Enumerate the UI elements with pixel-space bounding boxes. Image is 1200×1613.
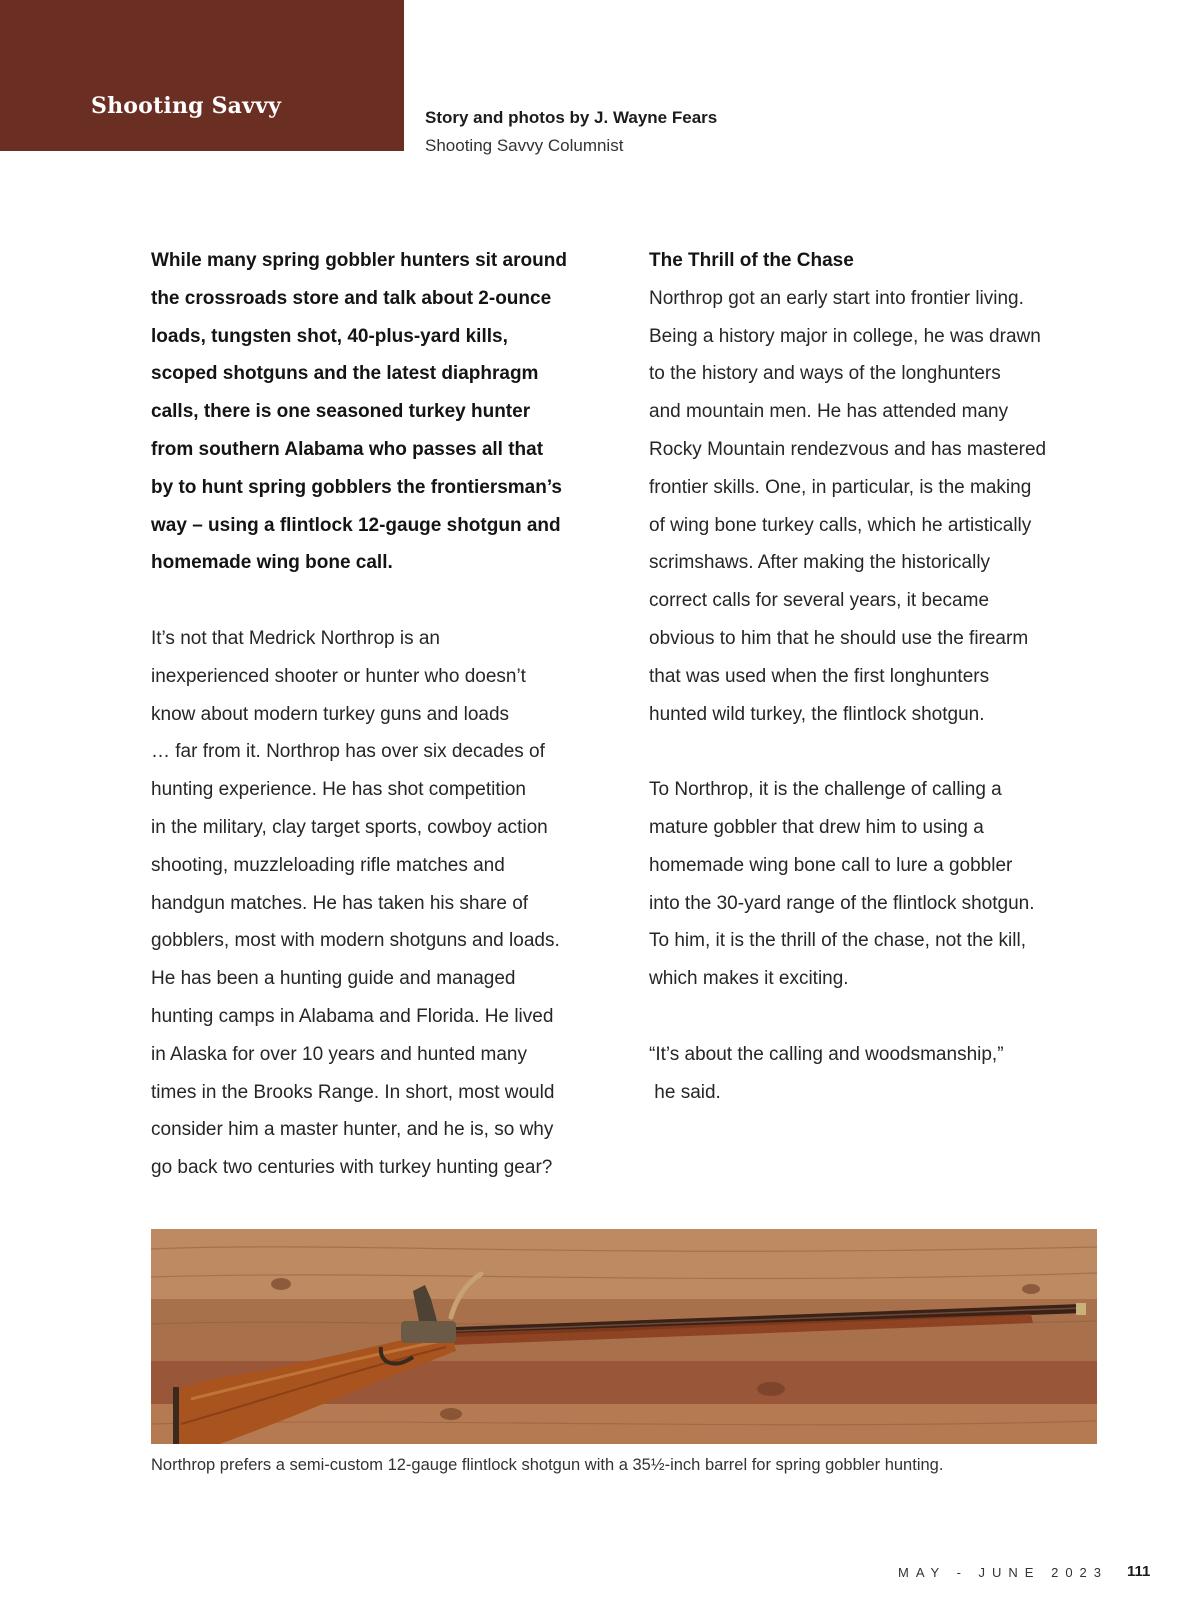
lede-line: While many spring gobbler hunters sit around	[151, 250, 567, 271]
quote-line: “It’s about the calling and woodsmanship,”	[649, 1043, 1004, 1065]
left-column	[151, 242, 609, 1187]
body-line: mature gobbler that drew him to using a	[649, 816, 984, 838]
body-line: … far from it. Northrop has over six decades of	[151, 741, 545, 763]
lede-line: homemade wing bone call.	[151, 552, 393, 574]
body-paragraph	[649, 280, 1099, 734]
body-line: inexperienced shooter or hunter who doesn’t	[151, 665, 526, 687]
body-line: shooting, muzzleloading rifle matches and	[151, 854, 505, 876]
paragraph-gap	[151, 582, 609, 620]
body-line: homemade wing bone call to lure a gobbler	[649, 854, 1013, 876]
issue-date: MAY - JUNE 2023	[898, 1565, 1109, 1580]
body-line: handgun matches. He has taken his share of	[151, 892, 529, 914]
body-line: gobblers, most with modern shotguns and loads.	[151, 930, 560, 952]
photo-caption: Northrop prefers a semi-custom 12-gauge flintlock shotgun with a 35½-inch barrel for spring gobbler hunting.	[151, 1456, 944, 1474]
body-line: hunting experience. He has shot competition	[151, 779, 526, 801]
body-line: Being a history major in college, he was drawn	[649, 325, 1041, 347]
body-line: into the 30-yard range of the flintlock shotgun.	[649, 892, 1035, 914]
butt-plate	[173, 1387, 179, 1444]
quote-line: he said.	[649, 1081, 721, 1103]
lock-plate	[401, 1321, 456, 1343]
body-line: He has been a hunting guide and managed	[151, 968, 516, 990]
paragraph-gap	[649, 998, 1099, 1036]
body-line: frontier skills. One, in particular, is the making	[649, 476, 1032, 498]
body-line: hunted wild turkey, the flintlock shotgun.	[649, 703, 985, 725]
body-line: to the history and ways of the longhunters	[649, 363, 1001, 385]
body-line: Rocky Mountain rendezvous and has mastered	[649, 438, 1047, 460]
body-line: correct calls for several years, it became	[649, 590, 990, 612]
lede-line: loads, tungsten shot, 40-plus-yard kills,	[151, 325, 508, 347]
right-column	[649, 242, 1099, 1111]
section-banner	[0, 0, 404, 151]
subhead: The Thrill of the Chase	[649, 250, 854, 271]
body-paragraph	[151, 620, 609, 1187]
body-line: To him, it is the thrill of the chase, not the kill,	[649, 930, 1027, 952]
body-line: in Alaska for over 10 years and hunted many	[151, 1043, 528, 1065]
plank	[151, 1229, 1097, 1299]
body-line: know about modern turkey guns and loads	[151, 703, 510, 725]
byline-author: Story and photos by J. Wayne Fears	[425, 108, 718, 127]
body-line: hunting camps in Alabama and Florida. He lived	[151, 1005, 554, 1027]
body-line: obvious to him that he should use the firearm	[649, 627, 1029, 649]
lede-line: the crossroads store and talk about 2-ounce	[151, 287, 552, 309]
body-line: in the military, clay target sports, cowboy action	[151, 816, 548, 838]
body-line: scrimshaws. After making the historically	[649, 552, 991, 574]
lede-line: by to hunt spring gobblers the frontiersman’s	[151, 476, 562, 498]
byline-role: Shooting Savvy Columnist	[425, 136, 624, 155]
body-line: times in the Brooks Range. In short, most would	[151, 1081, 555, 1103]
lede-line: way – using a flintlock 12-gauge shotgun and	[151, 514, 561, 536]
body-paragraph	[649, 771, 1099, 998]
byline	[425, 106, 717, 158]
paragraph-gap	[649, 733, 1099, 771]
lede-line: scoped shotguns and the latest diaphragm	[151, 363, 539, 385]
body-line: Northrop got an early start into frontier living.	[649, 287, 1024, 309]
lede-paragraph	[151, 242, 609, 582]
body-line: of wing bone turkey calls, which he artistically	[649, 514, 1032, 536]
lede-line: from southern Alabama who passes all that	[151, 438, 544, 460]
muzzle-cap	[1076, 1303, 1086, 1315]
shotgun-photo	[151, 1229, 1097, 1444]
section-title: Shooting Savvy	[91, 93, 282, 119]
body-line: which makes it exciting.	[649, 968, 849, 990]
quote-paragraph	[649, 1036, 1099, 1112]
page-number: 111	[1127, 1563, 1151, 1580]
body-line: It’s not that Medrick Northrop is an	[151, 627, 440, 649]
body-line: that was used when the first longhunters	[649, 665, 990, 687]
body-line: go back two centuries with turkey hunting gear?	[151, 1157, 553, 1179]
shotgun-illustration	[151, 1229, 1097, 1444]
body-line: and mountain men. He has attended many	[649, 401, 1009, 423]
body-line: To Northrop, it is the challenge of calling a	[649, 779, 1002, 801]
body-line: consider him a master hunter, and he is, so why	[151, 1119, 554, 1141]
lede-line: calls, there is one seasoned turkey hunter	[151, 401, 531, 423]
